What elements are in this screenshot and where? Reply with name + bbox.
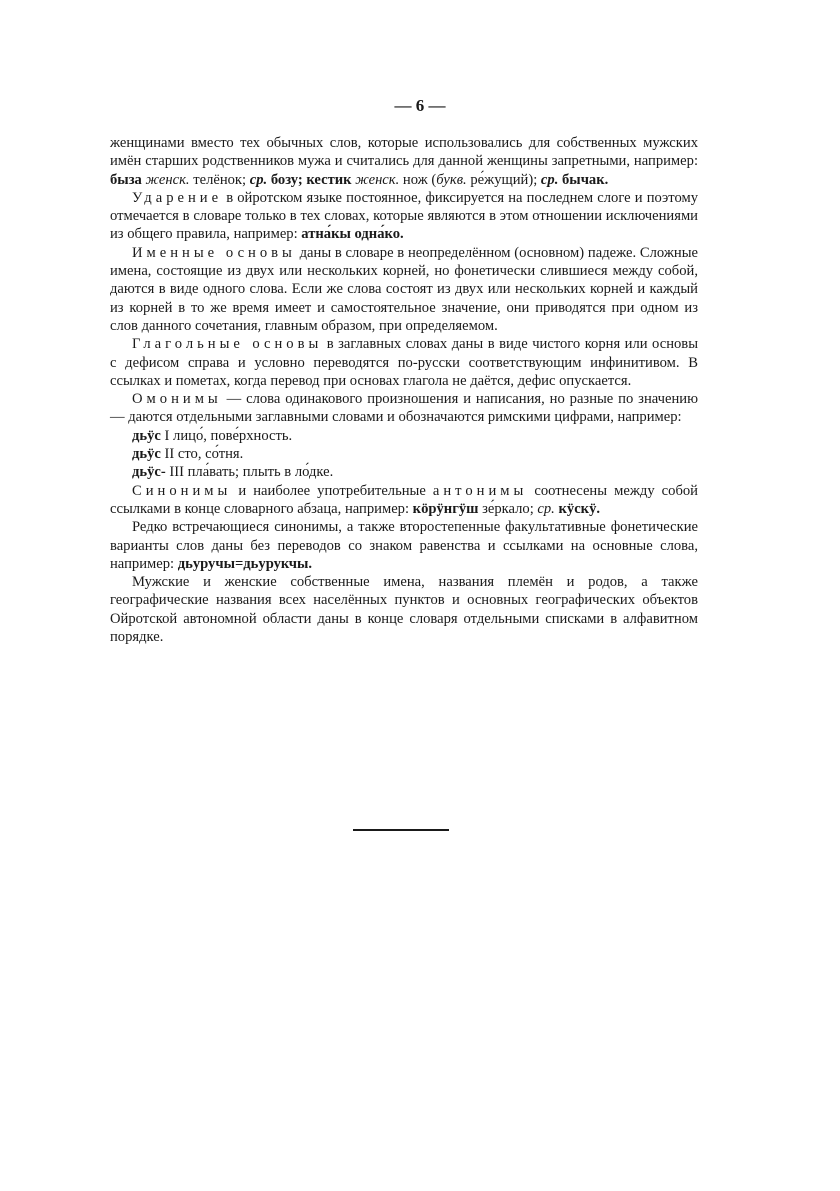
term-homonyms: Омонимы — [132, 391, 222, 408]
paragraph-proper-names: Мужские и женские собственные имена, названия племён и родов, а также географические названия всех населённых пунктов и основных географических объектов Ойротской автономной области даны в конце словаря отдельными списками в алфавитном порядке. — [110, 574, 698, 646]
paragraph-verb-stems: Глагольные основы в заглавных словах даны в виде чистого корня или основы с дефисом справа и условно переводятся по-русски соответствующим инфинитивом. В ссылках и пометах, когда перевод при основах глагола не даётся, дефис опускается. — [110, 336, 698, 389]
example-words: атна́кы одна́ко. — [301, 226, 404, 243]
example-homonym-2: дьӱс II сто, со́тня. — [132, 446, 244, 463]
literal-label: букв. — [436, 171, 467, 188]
roman-numeral: I — [160, 427, 170, 444]
headword: кӧрӱнгӱш — [412, 500, 479, 517]
headword: дьӱс — [132, 427, 161, 444]
headword: быза — [110, 171, 142, 188]
paragraph-variants: Редко встречающиеся синонимы, а также второстепенные факультативные фонетические варианты слов даны без переводов со знаком равенства и ссылками на основные слова, например: дьуручы=дьурукчы. — [110, 519, 698, 572]
term-verb-stems: Глагольные основы — [132, 336, 323, 353]
paragraph-noun-stems: Именные основы даны в словаре в неопределённом (основном) падеже. Сложные имена, состоящие из двух или нескольких корней, но фонетически слившиеся между собой, даются в виде одного слова. Если же слова состоят из двух или нескольких корней и каждый из корней в то же время имеет и самостоятельное значение, они приводятся при одном из слов данного сочетания, главным образом, при определяемом. — [110, 244, 698, 334]
example-homonym-1: дьӱс I лицо́, пове́рхность. — [132, 427, 293, 444]
cross-ref-label: ср. — [249, 171, 268, 188]
headword: бычак. — [558, 171, 609, 188]
paragraph-synonyms: Синонимы и наиболее употребительные антонимы соотнесены между собой ссылками в конце словарного абзаца, например: кӧрӱнгӱш зе́ркало; ср. кӱскӱ. — [110, 482, 698, 517]
headword: кӱскӱ. — [554, 500, 601, 517]
grammar-label: женск. — [141, 171, 190, 188]
example-words: дьуручы=дьурукчы. — [177, 555, 313, 572]
example-homonym-3: дьӱс- III пла́вать; плыть в ло́дке. — [132, 464, 334, 481]
term-synonyms: Синонимы — [132, 482, 232, 499]
paragraph-homonyms: Омонимы — слова одинакового произношения и написания, но разные по значению — даются отдельными заглавными словами и обозначаются римскими цифрами, например: — [110, 391, 698, 426]
paragraph-taboo-words: женщинами вместо тех обычных слов, которые использовались для собственных мужских имён старших родственников мужа и считались для данной женщины запретными, например: быза женск. телёнок; ср. бозу; кестик женск. нож (букв. ре́жущий); ср. бычак. — [110, 135, 698, 188]
term-stress: Ударение — [132, 189, 223, 206]
page-number: — 6 — — [394, 96, 446, 115]
roman-numeral: II — [160, 446, 175, 463]
term-noun-stems: Именные основы — [132, 244, 296, 261]
roman-numeral: III — [165, 464, 184, 481]
headword: дьӱс — [132, 446, 161, 463]
headword: бозу; кестик — [267, 171, 352, 188]
term-antonyms: антонимы — [432, 482, 528, 499]
cross-ref-label: ср. — [540, 171, 559, 188]
grammar-label: женск. — [351, 171, 400, 188]
page-body-text — [110, 134, 698, 646]
paragraph-stress: Ударение в ойротском языке постоянное, фиксируется на последнем слоге и поэтому отмечается в словаре только в тех словах, которые являются в этом отношении исключениями из общего правила, например: атна́кы одна́ко. — [110, 189, 698, 243]
headword: дьӱс- — [132, 464, 166, 481]
section-divider — [353, 829, 449, 831]
cross-ref-label: ср. — [537, 500, 555, 517]
